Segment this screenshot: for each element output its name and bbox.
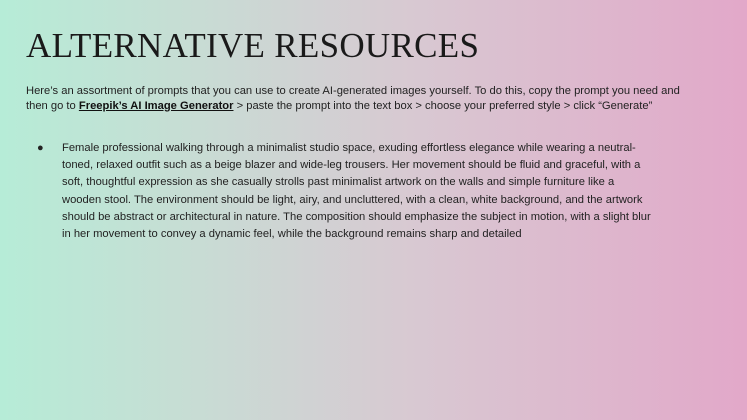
prompt-list xyxy=(26,140,651,243)
page-title: ALTERNATIVE RESOURCES xyxy=(26,26,480,65)
freepik-ai-image-generator-link[interactable]: Freepik’s AI Image Generator xyxy=(78,99,234,112)
prompt-list-item xyxy=(26,140,651,243)
intro-paragraph xyxy=(26,84,686,113)
bullet-icon: ● xyxy=(37,142,44,154)
intro-text-after: > paste the prompt into the text box > choose your preferred style > click “Generate” xyxy=(233,99,653,112)
prompt-text: Female professional walking through a minimalist studio space, exuding effortless elegance while wearing a neutral-toned, relaxed outfit such as a beige blazer and wide-leg trousers. Her movement should be fluid and graceful, with a soft, thoughtful expression as she casually strolls past minimalist artwork on the walls and simple furniture like a wooden stool. The environment should be light, airy, and uncluttered, with a clean, white background, and the artwork should be abstract or architectural in nature. The composition should emphasize the subject in motion, with a slight blur in her movement to convey a dynamic feel, while the background remains sharp and detailed xyxy=(62,142,651,241)
intro-text-before: Here’s an assortment of prompts that you can use to create AI-generated images yourself. To do this, copy the prompt you need and then go to xyxy=(26,85,680,112)
